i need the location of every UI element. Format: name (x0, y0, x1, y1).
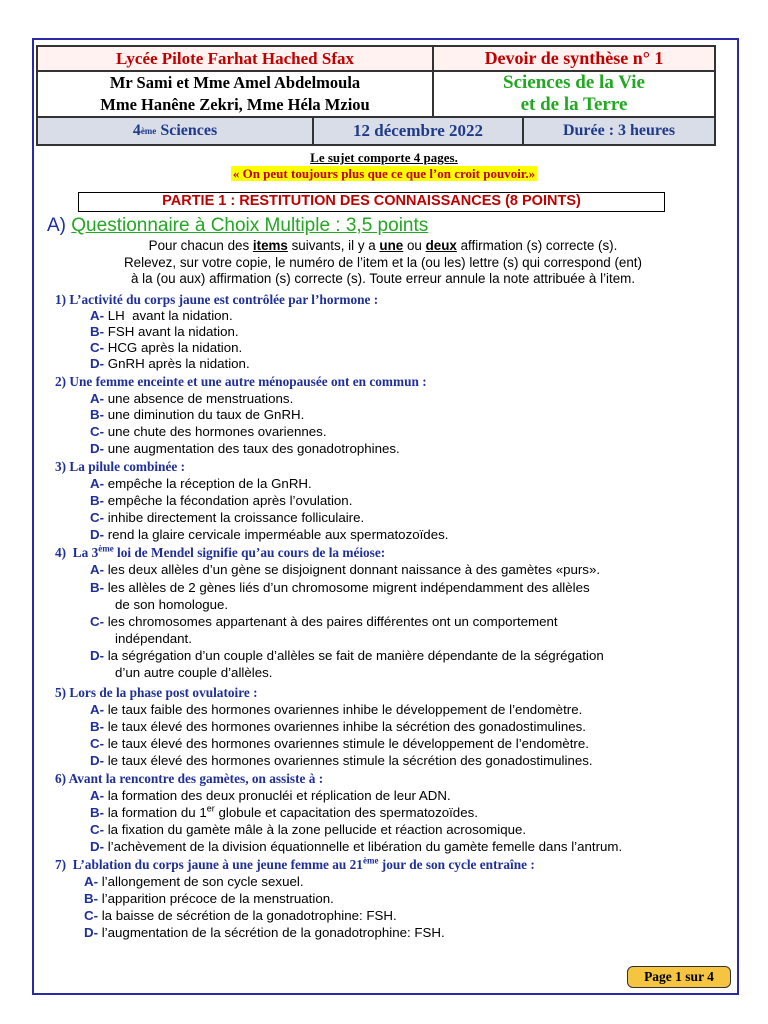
option-text: le taux faible des hormones ovariennes inhibe le développement de l’endomètre. (104, 702, 583, 717)
motto-quote-text: « On peut toujours plus que ce que l’on croit pouvoir.» (232, 166, 536, 181)
question-1: 1) L’activité du corps jaune est contrôlée par l’hormone : (55, 292, 379, 307)
option-text: la ségrégation d’un couple d’allèles se fait de manière dépendante de la ségrégation (104, 648, 604, 663)
subject-line-1: Sciences de la Vie (503, 72, 645, 93)
question-3-option-c (90, 510, 364, 527)
option-letter: A- (90, 788, 105, 803)
option-letter: C- (84, 908, 99, 923)
intro-emph-deux: deux (425, 238, 457, 253)
option-text-cont: d’un autre couple d’allèles. (115, 664, 273, 680)
qcm-instructions (48, 238, 718, 288)
option-text: la baisse de sécrétion de la gonadotrophine: FSH. (98, 908, 397, 923)
intro-text: Pour chacun des (148, 238, 253, 253)
question-text: 7) L’ablation du corps jaune à une jeune femme au 21 (55, 857, 363, 872)
header-row-1 (38, 47, 714, 72)
question-4-option-a (90, 562, 600, 579)
intro-emph-items: items (252, 238, 288, 253)
option-text: les allèles de 2 gènes liés d’un chromosome migrent indépendamment des allèles (104, 580, 590, 595)
option-letter: D- (90, 839, 105, 854)
question-7-option-d (84, 925, 445, 942)
option-letter: A- (90, 308, 105, 323)
option-text: l’augmentation de la sécrétion de la gonadotrophine: FSH. (98, 925, 445, 940)
question-1-option-b (90, 324, 239, 341)
option-sup: er (206, 803, 215, 814)
question-sup: ème (98, 543, 114, 554)
page-number-badge: Page 1 sur 4 (627, 966, 731, 988)
option-letter: C- (90, 614, 105, 629)
question-7 (55, 857, 535, 873)
question-sup: ème (362, 855, 379, 866)
exam-date: 12 décembre 2022 (314, 118, 524, 144)
option-text: la formation des deux pronucléi et réplication de leur ADN. (104, 788, 451, 803)
option-text: les deux allèles d’un gène se disjoignent donnant naissance à des gamètes «purs». (104, 562, 601, 577)
option-text-cont: indépendant. (115, 630, 192, 646)
option-letter: A- (90, 562, 105, 577)
option-text: une augmentation des taux des gonadotrophines. (104, 441, 400, 456)
option-text: empêche la fécondation après l’ovulation. (104, 493, 353, 508)
question-1-option-c (90, 340, 242, 357)
option-letter: C- (90, 822, 105, 837)
option-text: HCG après la nidation. (104, 340, 243, 355)
exam-duration: Durée : 3 heures (562, 122, 676, 139)
question-6-option-c (90, 822, 526, 839)
question-6-option-a (90, 788, 451, 805)
option-text: l’allongement de son cycle sexuel. (98, 874, 304, 889)
option-letter: D- (90, 648, 105, 663)
pages-note-text: Le sujet comporte 4 pages. (310, 150, 458, 165)
question-text: 4) La 3 (55, 545, 99, 560)
question-5-option-a (90, 702, 582, 719)
intro-text: ou (403, 238, 426, 253)
option-letter: C- (90, 510, 105, 525)
option-text: l’apparition précoce de la menstruation. (98, 891, 334, 906)
intro-emph-une: une (379, 238, 404, 253)
option-text: LH avant la nidation. (104, 308, 233, 323)
exam-header (36, 45, 716, 146)
subject-line-2: et de la Terre (520, 94, 628, 115)
option-letter: C- (90, 736, 105, 751)
question-7-option-c (84, 908, 397, 925)
option-text: le taux élevé des hormones ovariennes stimule le développement de l’endomètre. (104, 736, 589, 751)
option-letter: D- (90, 527, 105, 542)
teachers-line-2: Mme Hanêne Zekri, Mme Héla Mziou (100, 95, 370, 114)
question-4 (55, 545, 385, 561)
option-text: GnRH après la nidation. (104, 356, 250, 371)
class-rest: Sciences (156, 122, 218, 139)
option-letter: A- (90, 476, 105, 491)
option-text: l’achèvement de la division équationnelle et libération du gamète femelle dans l’antrum. (104, 839, 623, 854)
motto-quote (0, 166, 768, 182)
pages-note (0, 150, 768, 166)
option-letter: B- (84, 891, 99, 906)
option-letter: B- (90, 324, 105, 339)
school-name: Lycée Pilote Farhat Hached Sfax (38, 47, 434, 70)
class-level: 4 ème Sciences (38, 118, 314, 144)
option-text: empêche la réception de la GnRH. (104, 476, 312, 491)
option-text: la formation du 1 (104, 805, 207, 820)
question-5-option-c (90, 736, 589, 753)
question-7-option-a (84, 874, 304, 891)
class-num: 4 (132, 122, 141, 139)
intro-text: suivants, il y a (287, 238, 380, 253)
partie-1-title: PARTIE 1 : RESTITUTION DES CONNAISSANCES (8 POINTS) (78, 192, 665, 212)
question-3: 3) La pilule combinée : (55, 459, 186, 474)
option-letter: B- (90, 580, 105, 595)
option-letter: B- (90, 493, 105, 508)
option-letter: A- (90, 391, 105, 406)
intro-text: affirmation (s) correcte (s). (456, 238, 618, 253)
question-2-option-c (90, 424, 327, 441)
question-4-option-b (90, 580, 590, 613)
option-letter: C- (90, 424, 105, 439)
option-letter: D- (90, 753, 105, 768)
option-text: les chromosomes appartenant à des paires différentes ont un comportement (104, 614, 558, 629)
intro-line-2: Relevez, sur votre copie, le numéro de l’item et la (ou les) lettre (s) qui correspond (ent) (124, 254, 642, 270)
question-5: 5) Lors de la phase post ovulatoire : (55, 685, 258, 700)
intro-line-3: à la (ou aux) affirmation (s) correcte (s). Toute erreur annule la note attribuée à l’item. (130, 271, 636, 286)
option-text: une absence de menstruations. (104, 391, 294, 406)
exam-title: Devoir de synthèse n° 1 (484, 48, 664, 68)
option-letter: C- (90, 340, 105, 355)
intro-line-1 (48, 238, 718, 255)
question-5-option-d (90, 753, 593, 770)
option-letter: D- (90, 441, 105, 456)
question-1-option-a (90, 308, 233, 325)
question-6-option-b (90, 805, 478, 822)
option-letter: A- (90, 702, 105, 717)
question-3-option-d (90, 527, 448, 544)
option-letter: B- (90, 407, 105, 422)
header-row-2 (38, 72, 714, 118)
qcm-heading (47, 215, 428, 237)
option-text: globule et capacitation des spermatozoïdes. (214, 805, 478, 820)
question-3-option-b (90, 493, 352, 510)
qcm-letter: A) (47, 215, 66, 236)
qcm-title: Questionnaire à Choix Multiple : 3,5 points (71, 215, 429, 236)
question-2-option-a (90, 391, 293, 408)
option-letter: D- (84, 925, 99, 940)
question-5-option-b (90, 719, 586, 736)
teachers-line-1: Mr Sami et Mme Amel Abdelmoula (109, 73, 361, 92)
option-text: une diminution du taux de GnRH. (104, 407, 305, 422)
question-2-option-b (90, 407, 304, 424)
question-6-option-d (90, 839, 622, 856)
option-text: la fixation du gamète mâle à la zone pellucide et réaction acrosomique. (104, 822, 527, 837)
option-text: le taux élevé des hormones ovariennes inhibe la sécrétion des gonadostimulines. (104, 719, 586, 734)
option-text: FSH avant la nidation. (104, 324, 239, 339)
option-letter: B- (90, 805, 105, 820)
question-3-option-a (90, 476, 312, 493)
question-6: 6) Avant la rencontre des gamètes, on assiste à : (55, 771, 324, 786)
subject (434, 72, 714, 116)
question-2-option-d (90, 441, 400, 458)
question-1-option-d (90, 356, 250, 373)
teachers (38, 72, 434, 116)
question-text: jour de son cycle entraîne : (378, 857, 535, 872)
question-4-option-d (90, 648, 604, 681)
option-letter: D- (90, 356, 105, 371)
option-text: rend la glaire cervicale imperméable aux spermatozoïdes. (104, 527, 449, 542)
question-text: loi de Mendel signifie qu’au cours de la méiose: (113, 545, 386, 560)
question-4-option-c (90, 614, 558, 647)
option-text: inhibe directement la croissance folliculaire. (104, 510, 365, 525)
option-text: le taux élevé des hormones ovariennes stimule la sécrétion des gonadostimulines. (104, 753, 593, 768)
option-text: une chute des hormones ovariennes. (104, 424, 327, 439)
option-letter: B- (90, 719, 105, 734)
option-letter: A- (84, 874, 99, 889)
question-2: 2) Une femme enceinte et une autre ménopausée ont en commun : (55, 374, 427, 389)
question-7-option-b (84, 891, 334, 908)
option-text-cont: de son homologue. (115, 596, 229, 612)
header-row-3 (38, 118, 714, 144)
